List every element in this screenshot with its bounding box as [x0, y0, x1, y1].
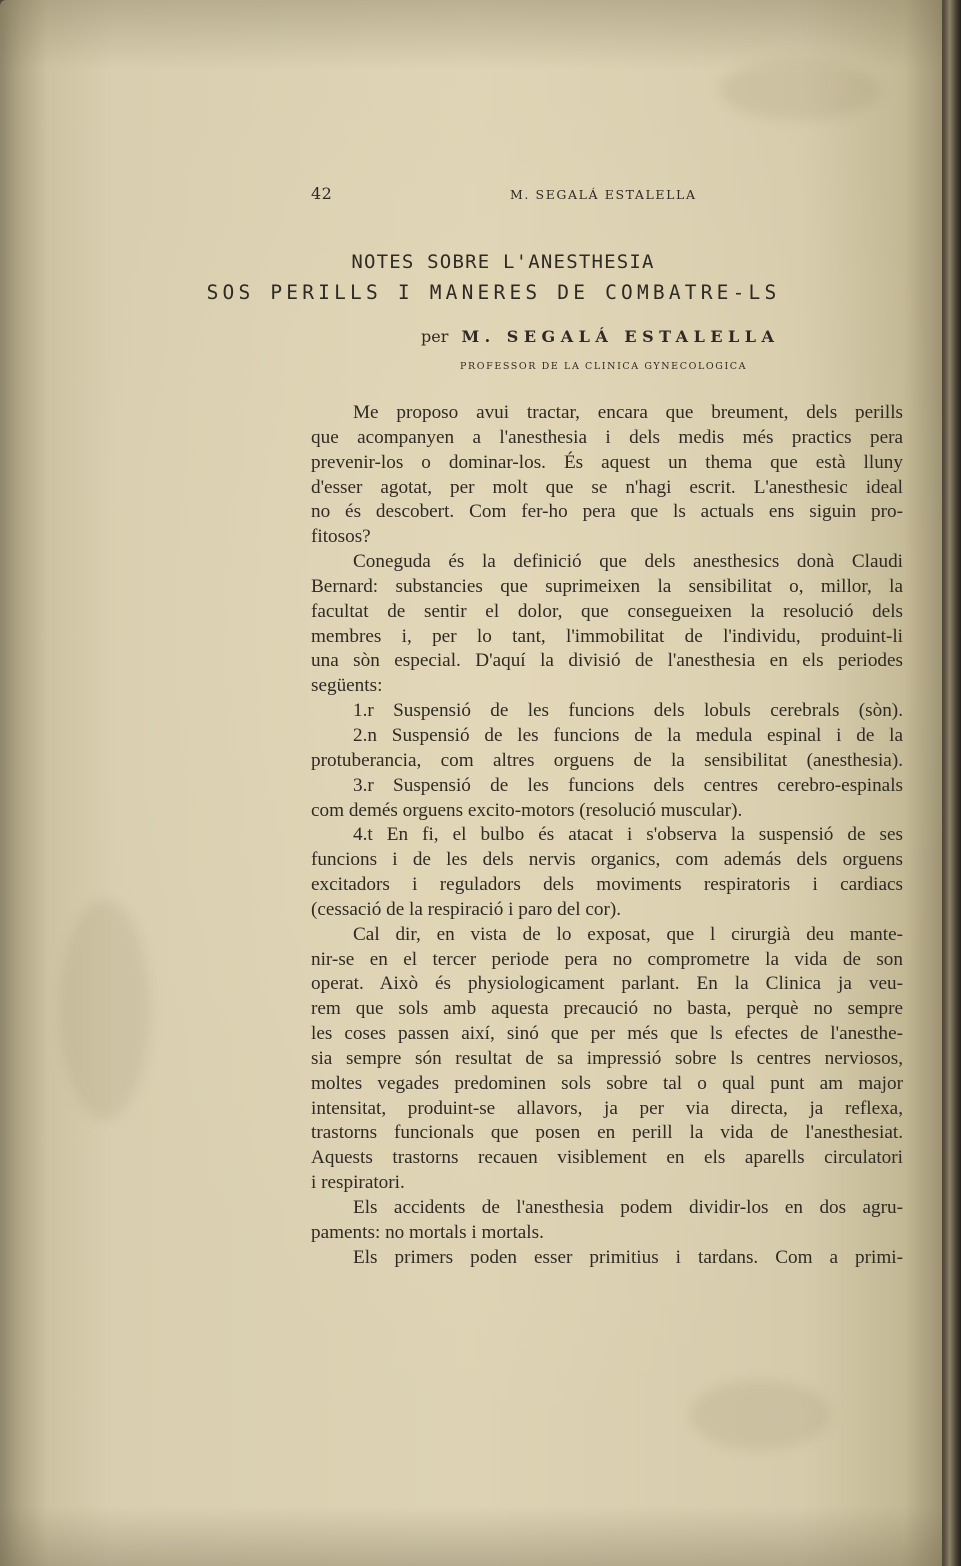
author-name: M. SEGALÁ ESTALELLA [461, 327, 780, 346]
text-line: Els accidents de l'anesthesia podem dividir-los en dos agru- [353, 1197, 903, 1218]
text-line: Bernard: substancies que suprimeixen la sensibilitat o, millor, la [311, 575, 903, 597]
text-line: prevenir-los o dominar-los. És aquest un thema que està lluny [311, 451, 903, 473]
list-item-line: 2.n Suspensió de les funcions de la medula espinal i de la [353, 724, 903, 746]
text-line: Els primers poden esser primitius i tardans. Com a primi- [353, 1246, 903, 1268]
text-line: Coneguda és la definició que dels anesthesics donà Claudi [353, 551, 903, 573]
author-affiliation: PROFESSOR DE LA CLINICA GYNECOLOGICA [460, 361, 748, 372]
text-line: paments: no mortals i mortals. [311, 1221, 544, 1243]
text-line: (cessació de la respiració i paro del cor). [311, 898, 622, 920]
text-line: Me proposo avui tractar, encara que breument, dels perills [353, 402, 903, 423]
text-line: rem que sols amb aquesta precaució no basta, perquè no sempre [311, 998, 903, 1020]
text-line: com demés orguens excito-motors (resolució muscular). [311, 799, 743, 821]
text-line: trastorns funcionals que posen en perill la vida de l'anesthesiat. [311, 1122, 903, 1144]
text-line: protuberancia, com altres orguens de la sensibilitat (anesthesia). [311, 749, 903, 771]
text-line: que acompanyen a l'anesthesia i dels medis més practics pera [311, 426, 903, 448]
text-line: i respiratori. [311, 1172, 405, 1194]
text-line: intensitat, produint-se allavors, ja per via directa, ja reflexa, [311, 1097, 903, 1119]
text-line: membres i, per lo tant, l'immobilitat de l'individu, produint-li [311, 625, 903, 647]
byline [421, 327, 779, 346]
running-head [311, 184, 903, 208]
text-line: una sòn especial. D'aquí la divisió de l'anesthesia en els periodes [311, 650, 903, 672]
text-line: excitadors i reguladors dels moviments respiratoris i cardiacs [311, 874, 903, 896]
text-line: sia sempre són resultat de sa impressió sobre ls centres nerviosos, [311, 1047, 903, 1069]
text-line: funcions i de les dels nervis organics, com además dels orguens [311, 849, 903, 871]
list-item-line: 4.t En fi, el bulbo és atacat i s'observa la suspensió de ses [353, 824, 903, 846]
text-line: moltes vegades predominen sols sobre tal o qual punt am major [311, 1072, 903, 1094]
list-item-line: 1.r Suspensió de les funcions dels lobuls cerebrals (sòn). [353, 700, 903, 722]
text-line: Cal dir, en vista de lo exposat, que l cirurgià deu mante- [353, 923, 903, 945]
running-title: M. SEGALÁ ESTALELLA [510, 187, 697, 202]
text-line: facultat de sentir el dolor, que consegueixen la resolució dels [311, 600, 903, 622]
text-line: fitosos? [311, 526, 371, 548]
article-title-line-1: NOTES SOBRE L'ANESTHESIA [351, 251, 655, 273]
text-line: no és descobert. Com fer-ho pera que ls actuals ens siguin pro- [311, 501, 903, 523]
text-line: Aquests trastorns recauen visiblement en els aparells circulatori [311, 1147, 903, 1169]
text-line: nir-se en el tercer periode pera no comprometre la vida de son [311, 948, 903, 970]
article-body [311, 401, 903, 1271]
byline-per: per [421, 327, 449, 346]
text-line: següents: [311, 675, 383, 697]
text-line: les coses passen així, sinó que per més que ls efectes de l'anesthe- [311, 1023, 903, 1045]
text-line: d'esser agotat, per molt que se n'hagi escrit. L'anesthesic ideal [311, 476, 903, 498]
page-number: 42 [311, 184, 333, 203]
list-item-line: 3.r Suspensió de les funcions dels centres cerebro-espinals [353, 774, 903, 796]
article-title-line-2: SOS PERILLS I MANERES DE COMBATRE-LS [206, 281, 781, 304]
text-line: operat. Això és physiologicament parlant. En la Clinica ja veu- [311, 973, 903, 995]
